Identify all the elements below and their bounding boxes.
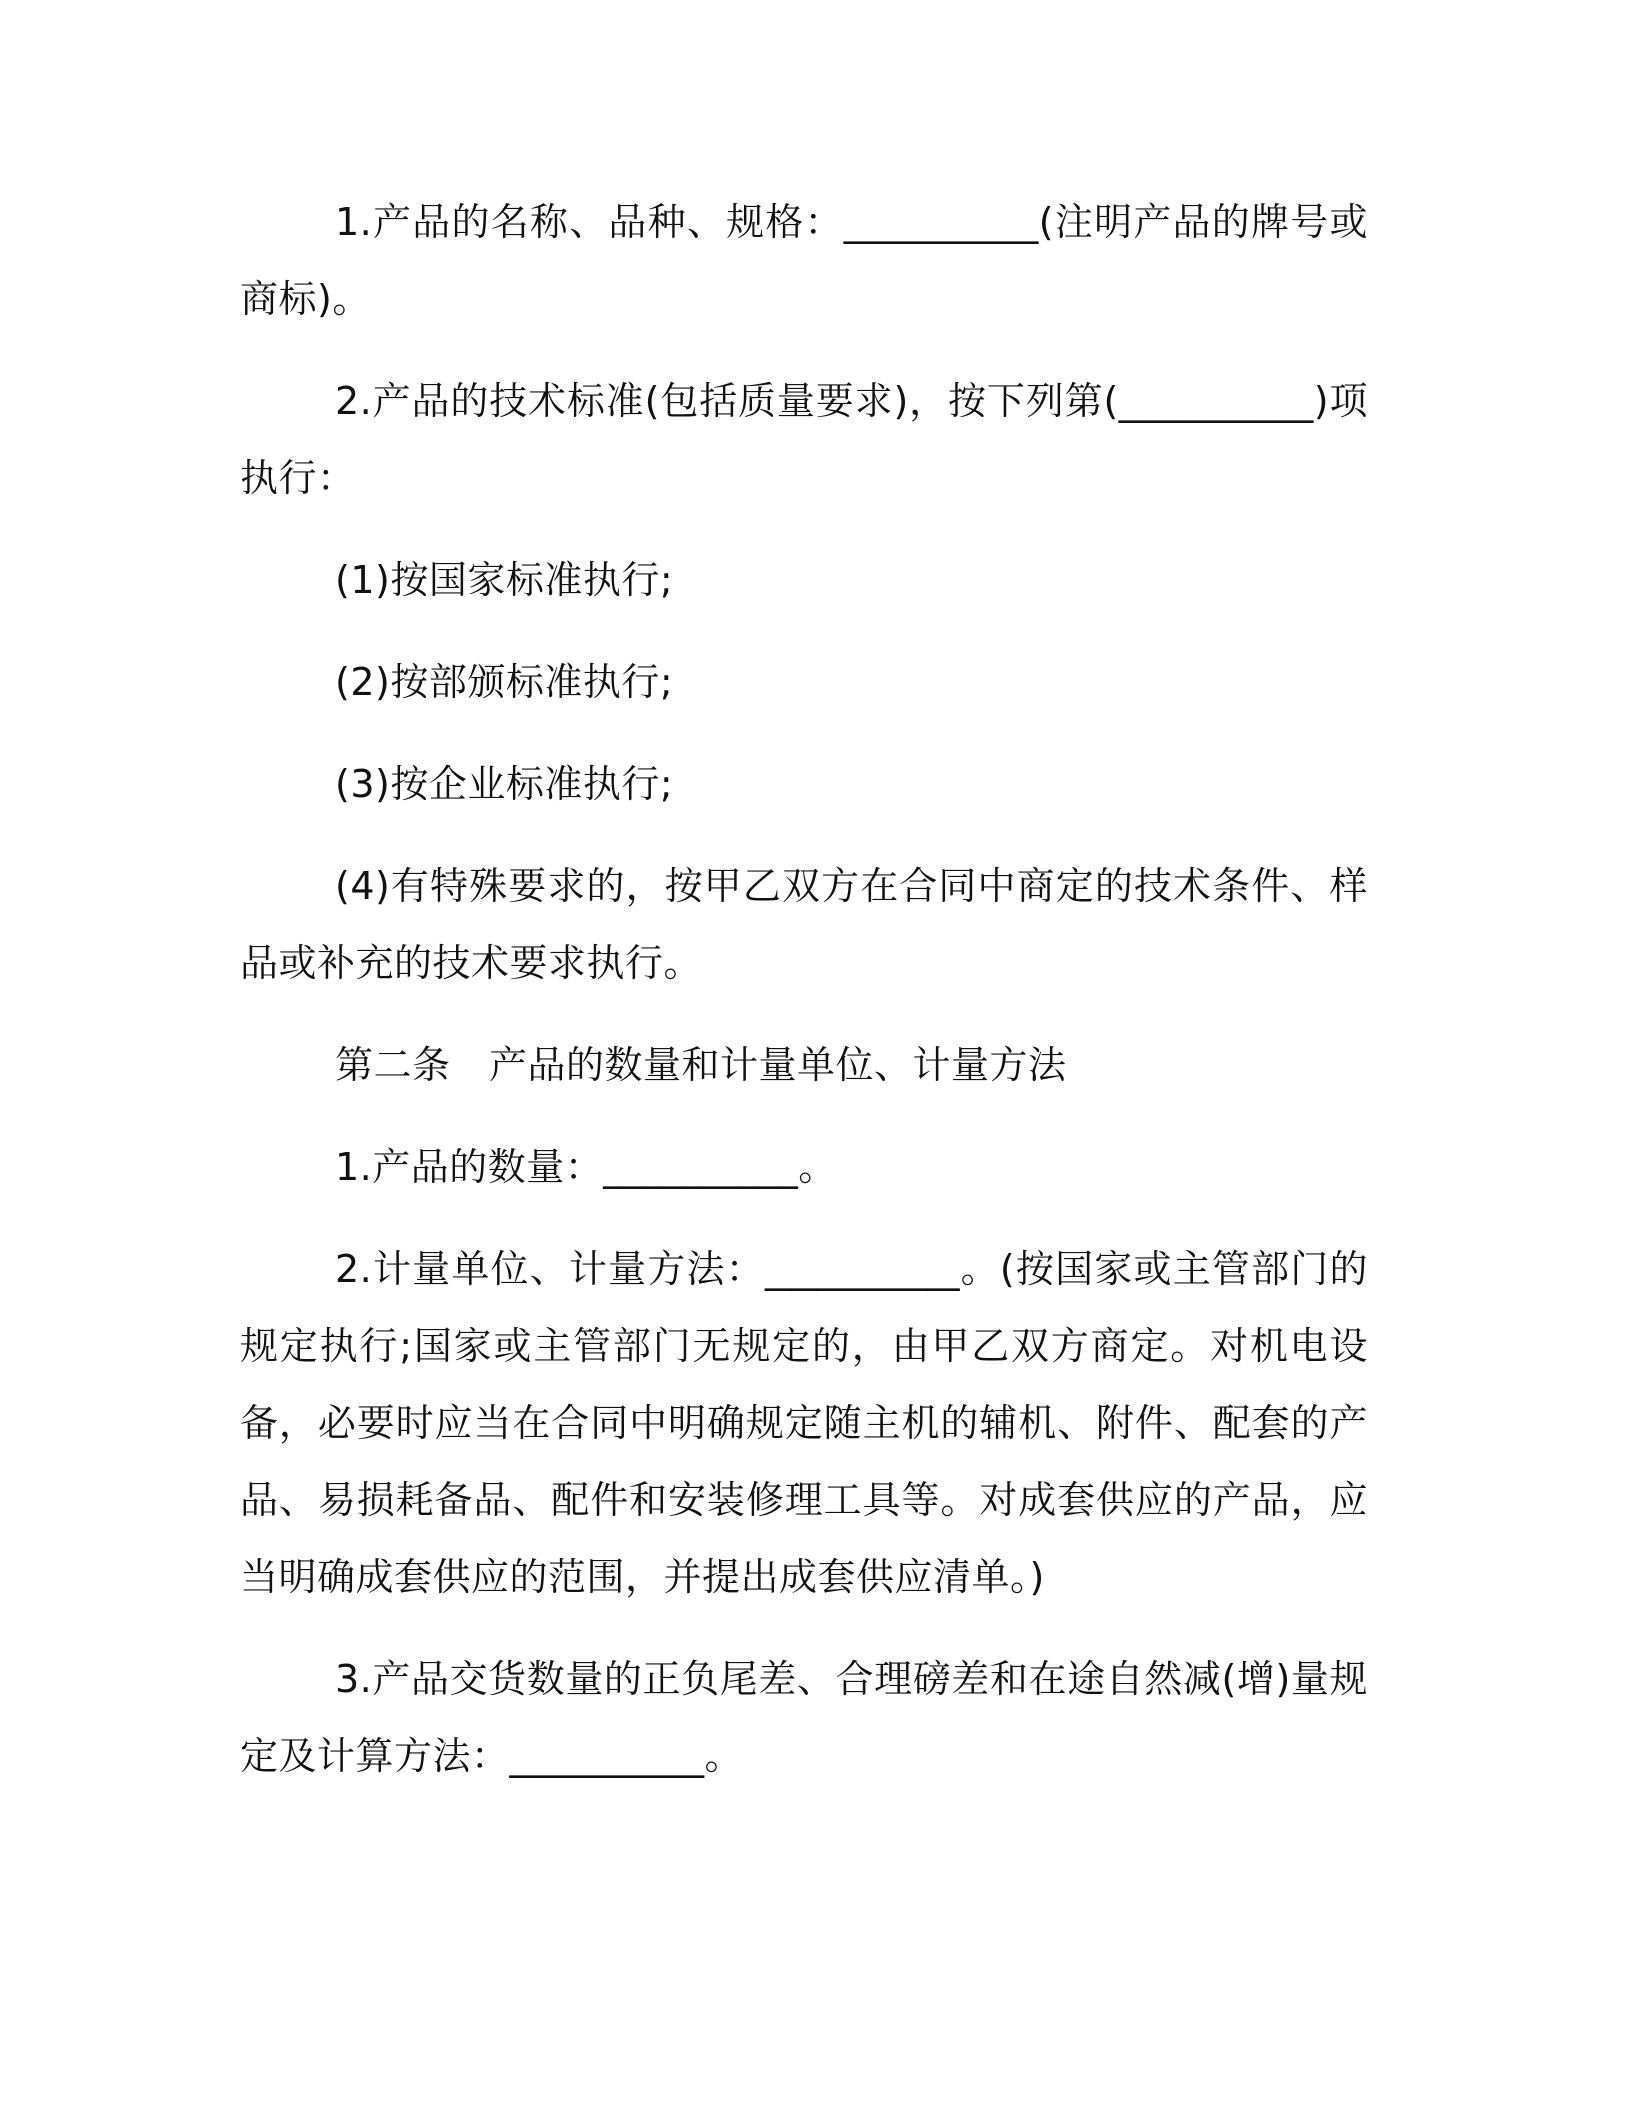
paragraph-option-enterprise: (3)按企业标准执行; [335,762,674,806]
article-heading: 第二条 产品的数量和计量单位、计量方法 [335,1043,1067,1087]
paragraph-technical-standard: 2.产品的技术标准(包括质量要求)，按下列第(__________)项执行： [240,379,1368,500]
paragraph-option-ministry: (2)按部颁标准执行; [335,660,674,704]
paragraph-tolerance: 3.产品交货数量的正负尾差、合理磅差和在途自然减(增)量规定及计算方法：__________。 [240,1657,1368,1778]
document-body [240,184,1368,1820]
paragraph-measurement-unit: 2.计量单位、计量方法：__________。(按国家或主管部门的规定执行;国家或主管部门无规定的，由甲乙双方商定。对机电设备，必要时应当在合同中明确规定随主机的辅机、附件、配套的产品、易损耗备品、配件和安装修理工具等。对成套供应的产品，应当明确成套供应的范围，并提出成套供应清单。) [240,1247,1368,1599]
paragraph-option-special: (4)有特殊要求的，按甲乙双方在合同中商定的技术条件、样品或补充的技术要求执行。 [240,864,1368,985]
paragraph-quantity: 1.产品的数量：__________。 [335,1145,837,1189]
paragraph-option-national: (1)按国家标准执行; [335,558,674,602]
paragraph-product-name: 1.产品的名称、品种、规格：__________(注明产品的牌号或商标)。 [240,200,1368,321]
